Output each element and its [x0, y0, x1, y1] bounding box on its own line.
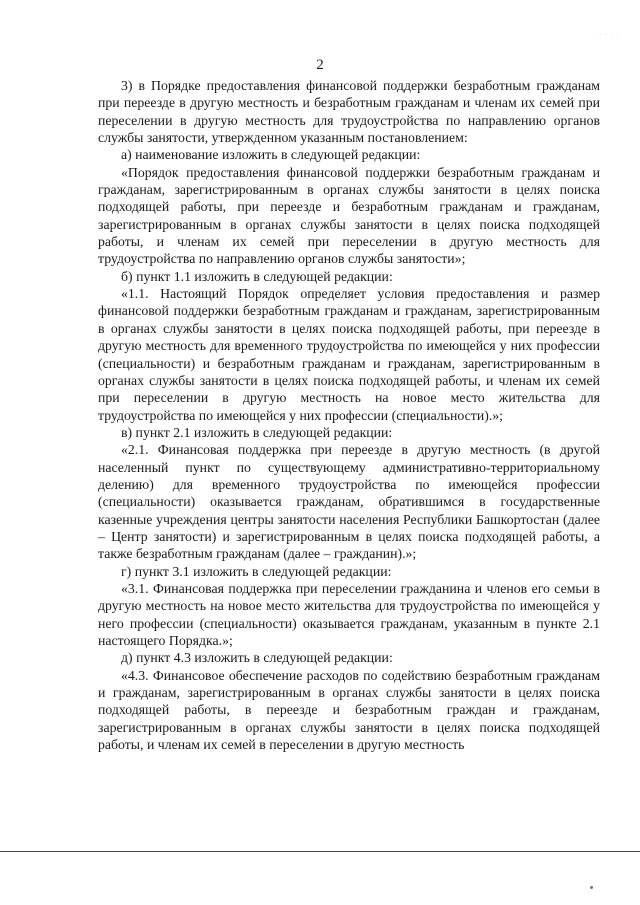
- paragraph-subitem-b: б) пункт 1.1 изложить в следующей редакции:: [121, 268, 393, 284]
- paragraph-title-quote: «Порядок предоставления финансовой поддержки безработным гражданам и гражданам, зарегистрированным в органах службы занятости в целях поиска подходящей работы, при переезде и безработным гражданам и гражданам, зарегистрированным в органах службы занятости в целях поиска подходящей работы, и членам их семей при переселении в другую местность для трудоустройства по направлению органов службы занятости»;: [98, 164, 600, 267]
- paragraph-item-3-intro: 3) в Порядке предоставления финансовой поддержки безработным гражданам при переезде в другую местность и безработным гражданам и членам их семей при переселении в другую местность для трудоустройства по направлению органов службы занятости, утвержденном указанным постановлением:: [98, 78, 600, 146]
- paragraph-subitem-v: в) пункт 2.1 изложить в следующей редакции:: [121, 424, 393, 440]
- scan-speck: [590, 886, 593, 889]
- paragraph-subitem-a: а) наименование изложить в следующей редакции:: [121, 147, 421, 163]
- scan-edge-line: [0, 851, 640, 852]
- paragraph-subitem-d: д) пункт 4.3 изложить в следующей редакции:: [121, 650, 393, 666]
- paragraph-clause-1-1: «1.1. Настоящий Порядок определяет условия предоставления и размер финансовой поддержки безработным гражданам и гражданам, зарегистрированным в органах службы занятости в целях поиска подходящей работы, при переезде в другую местность для временного трудоустройства по имеющейся у них профессии (специальности) и безработным гражданам и гражданам, зарегистрированным в органах службы занятости в целях поиска подходящей работы, и членам их семей при переселении в другую местность на новое место жительства для трудоустройства по имеющейся у них профессии (специальности).»;: [98, 286, 600, 423]
- scan-corner-mark: · · · · ·: [594, 32, 619, 38]
- page-number: 2: [316, 57, 324, 73]
- document-body: [98, 77, 600, 753]
- paragraph-clause-4-3: «4.3. Финансовое обеспечение расходов по содействию безработным гражданам и гражданам, зарегистрированным в органах службы занятости в целях поиска подходящей работы, в переезде и безработным граждан и гражданам, зарегистрированным в органах службы занятости в целях поиска подходящей работы, и членам их семей в переселении в другую местность: [98, 667, 600, 753]
- paragraph-clause-3-1: «3.1. Финансовая поддержка при переселении гражданина и членов его семьи в другую местность на новое место жительства для трудоустройства по имеющейся у него профессии (специальности) оказывается гражданам, указанным в пункте 2.1 настоящего Порядка.»;: [98, 580, 600, 648]
- paragraph-subitem-g: г) пункт 3.1 изложить в следующей редакции:: [121, 563, 392, 579]
- paragraph-clause-2-1: «2.1. Финансовая поддержка при переезде в другую местность (в другой населенный пункт по существующему административно-территориальному делению) для временного трудоустройства по имеющейся профессии (специальности) оказывается гражданам, обратившимся в государственные казенные учреждения центры занятости населения Республики Башкортостан (далее – Центр занятости) и зарегистрированным в целях поиска подходящей работы, а также безработным гражданам (далее – гражданин).»;: [98, 442, 600, 562]
